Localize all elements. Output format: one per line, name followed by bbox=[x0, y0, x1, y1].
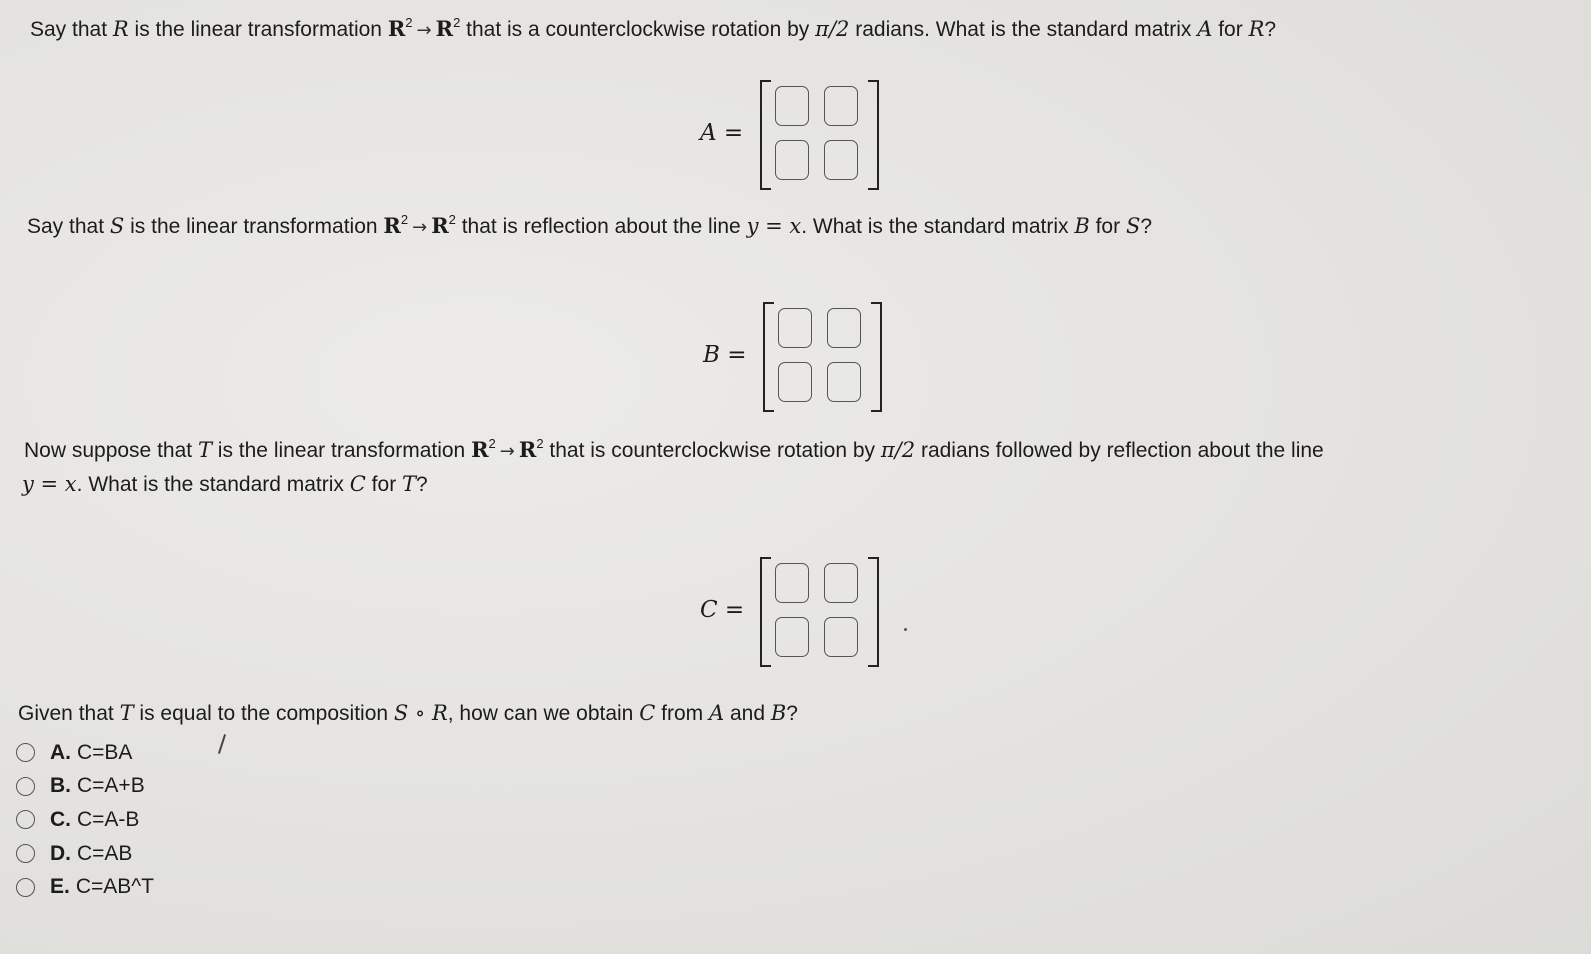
q2-mat: B bbox=[1074, 214, 1090, 238]
q4-a: A bbox=[708, 701, 725, 725]
q3-exp2: 2 bbox=[536, 436, 544, 451]
matrix-c-cell-21[interactable] bbox=[775, 617, 809, 657]
radio-button-icon[interactable] bbox=[16, 878, 35, 897]
stray-pen-mark bbox=[218, 734, 226, 754]
q1-for: for bbox=[1212, 18, 1249, 41]
q1-codomain: R bbox=[435, 16, 454, 41]
matrix-c-cell-12[interactable] bbox=[824, 563, 858, 603]
q4-mat: C bbox=[639, 701, 656, 725]
q4-comp: S ∘ R bbox=[393, 701, 448, 725]
answer-options bbox=[16, 736, 154, 904]
q3-domain: R bbox=[471, 437, 489, 462]
radio-button-icon[interactable] bbox=[16, 777, 35, 796]
radio-button-icon[interactable] bbox=[16, 743, 35, 762]
option-text: C=A+B bbox=[77, 774, 145, 798]
q3-pre: Now suppose that bbox=[24, 439, 198, 462]
option-d[interactable] bbox=[16, 837, 154, 871]
option-text: C=AB^T bbox=[75, 875, 154, 899]
q2-end: ? bbox=[1140, 215, 1153, 238]
matrix-b bbox=[703, 302, 893, 412]
q4-mid3: from bbox=[655, 702, 709, 725]
q4-mid1: is equal to the composition bbox=[133, 702, 394, 725]
option-letter: A. bbox=[50, 740, 71, 764]
option-text: C=BA bbox=[77, 740, 133, 764]
matrix-a-cell-22[interactable] bbox=[824, 140, 858, 180]
matrix-c-cell-11[interactable] bbox=[775, 563, 809, 603]
matrix-a-left-bracket bbox=[760, 80, 771, 190]
q3-for: for bbox=[365, 473, 403, 496]
q2-mid2: that is reflection about the line bbox=[455, 215, 747, 238]
option-letter: E. bbox=[50, 875, 70, 899]
q2-for: for bbox=[1089, 215, 1126, 238]
q3-mat: C bbox=[349, 472, 366, 496]
matrix-a-cell-11[interactable] bbox=[775, 86, 809, 126]
option-letter: B. bbox=[50, 774, 71, 798]
matrix-a-cell-12[interactable] bbox=[824, 86, 858, 126]
matrix-b-cell-11[interactable] bbox=[778, 308, 812, 348]
q1-exp2: 2 bbox=[453, 15, 461, 30]
question-1-text bbox=[30, 15, 1276, 45]
option-b[interactable] bbox=[16, 770, 154, 804]
matrix-b-left-bracket bbox=[763, 302, 774, 412]
option-text: C=AB bbox=[77, 841, 133, 865]
matrix-c-right-bracket bbox=[868, 557, 879, 667]
option-e[interactable] bbox=[16, 870, 154, 904]
matrix-b-right-bracket bbox=[871, 302, 882, 412]
q1-exp1: 2 bbox=[405, 15, 413, 30]
q3-end: ? bbox=[416, 473, 428, 496]
q3-line: y = x bbox=[22, 472, 77, 496]
q2-var2: S bbox=[1125, 214, 1141, 238]
q1-end: ? bbox=[1264, 18, 1277, 41]
q4-b: B bbox=[770, 701, 787, 725]
q3-codomain: R bbox=[518, 437, 537, 462]
q1-var2: R bbox=[1248, 17, 1265, 41]
matrix-c-left-bracket bbox=[760, 557, 771, 667]
question-4-text bbox=[18, 699, 798, 728]
q2-domain: R bbox=[383, 213, 401, 238]
matrix-a-label: A = bbox=[700, 120, 744, 146]
q2-var: S bbox=[109, 214, 125, 238]
q1-mid2: that is a counterclockwise rotation by bbox=[460, 18, 816, 41]
question-3-line-1 bbox=[24, 436, 1324, 466]
q3-post: radians followed by reflection about the line bbox=[915, 439, 1324, 462]
matrix-a-cell-21[interactable] bbox=[775, 140, 809, 180]
q4-and: and bbox=[724, 702, 771, 725]
q2-codomain: R bbox=[431, 213, 449, 238]
arrow-icon: → bbox=[412, 217, 428, 238]
q3-mid1: is the linear transformation bbox=[211, 439, 472, 462]
q3-var2: T bbox=[402, 472, 417, 496]
option-letter: D. bbox=[50, 841, 71, 865]
option-text: C=A-B bbox=[77, 807, 140, 831]
q4-pre: Given that bbox=[18, 702, 120, 725]
q1-domain: R bbox=[387, 16, 406, 41]
radio-button-icon[interactable] bbox=[16, 844, 35, 863]
q1-angle: π/2 bbox=[815, 17, 850, 41]
option-letter: C. bbox=[50, 807, 71, 831]
q2-exp2: 2 bbox=[448, 212, 456, 227]
matrix-a bbox=[700, 80, 890, 190]
matrix-a-right-bracket bbox=[868, 80, 879, 190]
matrix-b-label: B = bbox=[703, 342, 747, 368]
q1-var: R bbox=[112, 17, 129, 41]
matrix-b-cell-22[interactable] bbox=[827, 362, 861, 402]
matrix-c-label: C = bbox=[700, 597, 745, 623]
matrix-b-cell-21[interactable] bbox=[778, 362, 812, 402]
q3-mid2: that is counterclockwise rotation by bbox=[543, 439, 881, 462]
option-c[interactable] bbox=[16, 803, 154, 837]
matrix-c bbox=[700, 557, 890, 667]
q1-mid1: is the linear transformation bbox=[128, 18, 388, 41]
q1-mat: A bbox=[1197, 17, 1213, 41]
q3-angle: π/2 bbox=[880, 438, 916, 462]
matrix-b-cell-12[interactable] bbox=[827, 308, 861, 348]
period-mark bbox=[904, 628, 907, 631]
q3-var: T bbox=[197, 438, 212, 462]
q3-post2: . What is the standard matrix bbox=[76, 473, 350, 496]
q2-post: . What is the standard matrix bbox=[801, 215, 1075, 238]
arrow-icon: → bbox=[499, 441, 515, 462]
q1-post: radians. What is the standard matrix bbox=[849, 18, 1198, 41]
matrix-c-cell-22[interactable] bbox=[824, 617, 858, 657]
q2-mid1: is the linear transformation bbox=[124, 215, 384, 238]
q2-line: y = x bbox=[746, 214, 802, 238]
q3-exp1: 2 bbox=[488, 436, 496, 451]
q4-var: T bbox=[119, 701, 134, 725]
question-2-text bbox=[27, 212, 1152, 242]
q1-pre: Say that bbox=[30, 18, 113, 41]
radio-button-icon[interactable] bbox=[16, 810, 35, 829]
q2-exp1: 2 bbox=[400, 212, 409, 227]
question-3-line-2 bbox=[22, 470, 428, 499]
q4-mid2: , how can we obtain bbox=[447, 702, 640, 725]
arrow-icon: → bbox=[416, 20, 432, 41]
q2-pre: Say that bbox=[27, 215, 110, 238]
q4-end: ? bbox=[786, 702, 798, 725]
option-a[interactable] bbox=[16, 736, 154, 770]
